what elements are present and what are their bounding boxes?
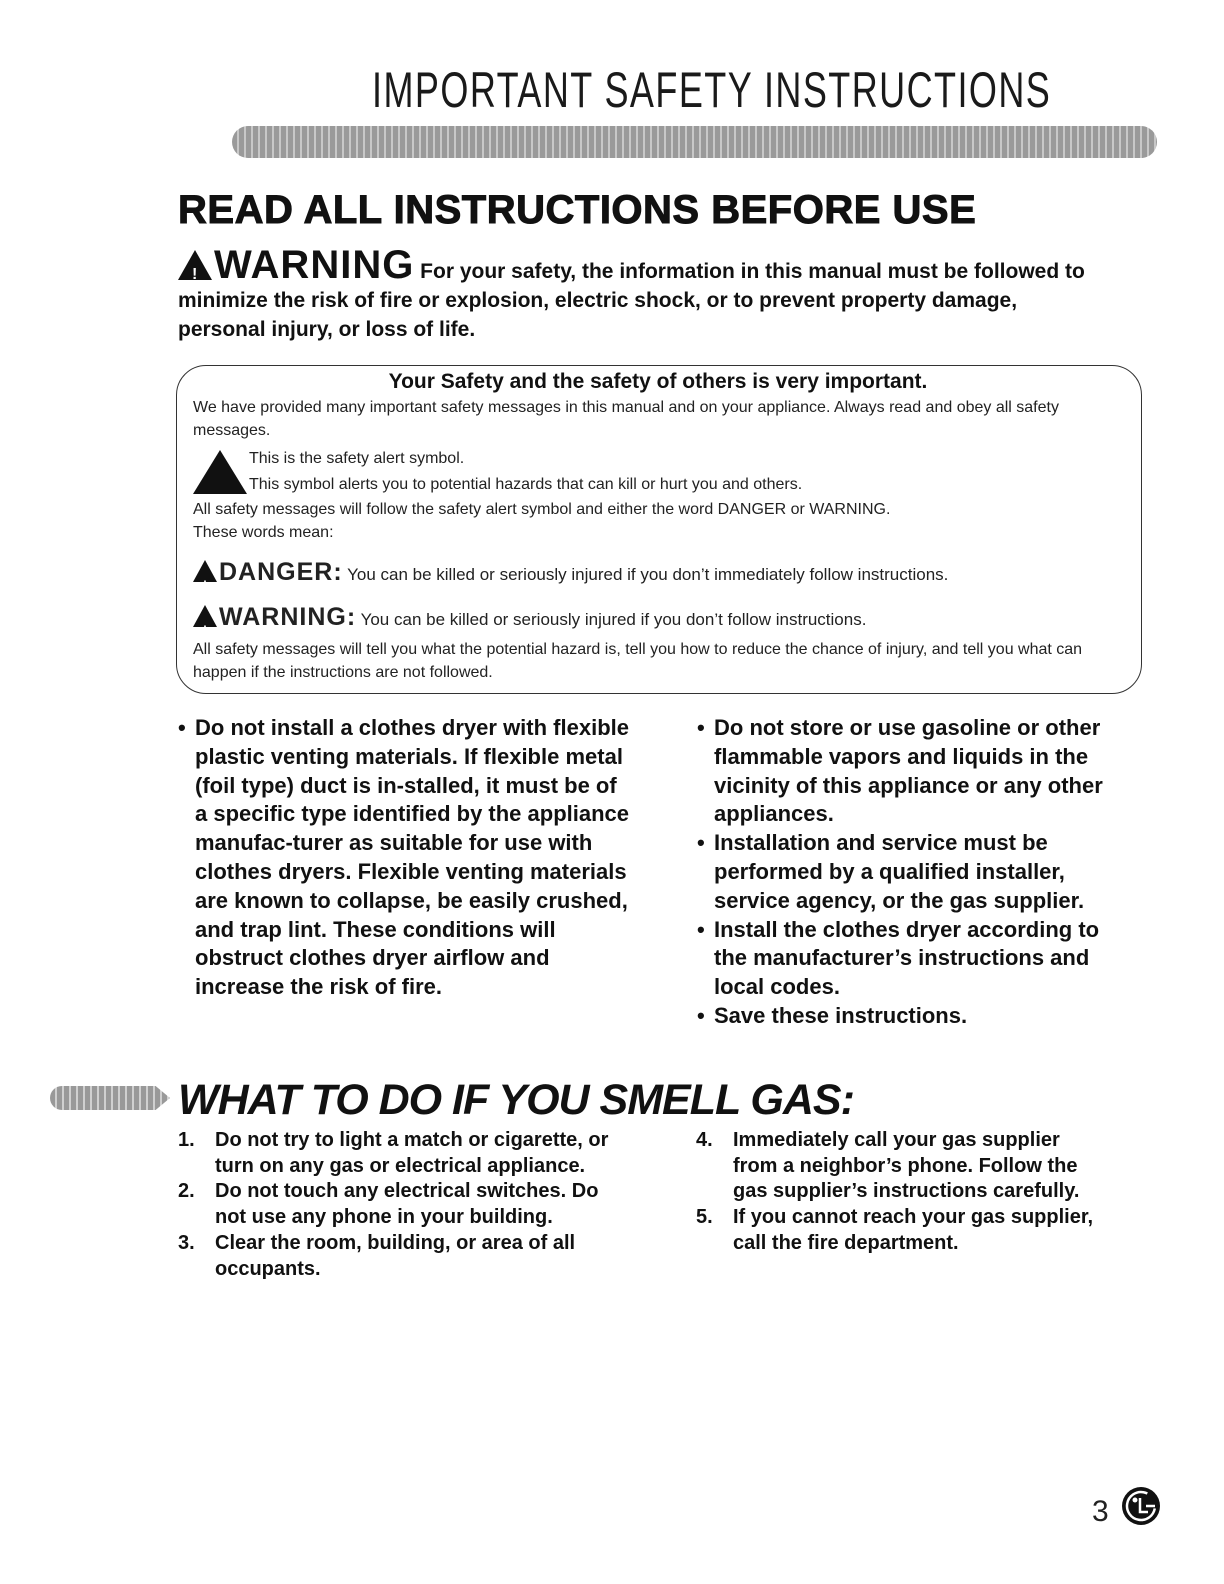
warning-intro — [178, 243, 1108, 344]
danger-definition — [193, 554, 1123, 593]
bullet-item: • Do not store or use gasoline or other flammable vapors and liquids in the vicinity of this appliance or any other appliances. — [697, 714, 1137, 829]
step-number: 5. — [696, 1206, 713, 1229]
lg-logo-mark — [1122, 1487, 1160, 1525]
bullet-item: • Do not install a clothes dryer with flexible plastic venting materials. If flexible metal (foil type) duct is in-stalled, it must be of a specific type identified by the appliance manufac-turer as suitable for use with clothes dryers. Flexible venting materials are known to collapse, be easily crushed, and trap lint. These conditions will obstruct clothes dryer airflow and increase the risk of fire. — [178, 714, 633, 1002]
gas-step — [696, 1205, 1106, 1256]
warning-word: WARNING: — [219, 603, 357, 631]
step-text: Immediately call your gas supplier from a neighbor’s phone. Follow the gas supplier’s instructions carefully. — [733, 1129, 1080, 1203]
page-title — [200, 60, 1224, 133]
gas-step — [178, 1179, 618, 1230]
gas-step — [696, 1128, 1106, 1205]
gas-section-heading: WHAT TO DO IF YOU SMELL GAS: — [178, 1076, 854, 1124]
warning-definition — [193, 599, 1123, 638]
bullet-item: • Save these instructions. — [697, 1002, 1137, 1031]
symbol-line: This is the safety alert symbol. — [249, 450, 465, 467]
lg-logo-icon — [1122, 1487, 1160, 1525]
warning-word: WARNING — [214, 243, 415, 287]
step-number: 3. — [178, 1231, 195, 1254]
read-all-heading: READ ALL INSTRUCTIONS BEFORE USE — [178, 188, 977, 232]
safety-box — [193, 368, 1123, 684]
step-number: 2. — [178, 1180, 195, 1203]
gas-steps — [178, 1128, 1138, 1282]
warning-text: You can be killed or seriously injured if you don’t follow instructions. — [356, 610, 867, 629]
gas-step — [178, 1231, 618, 1282]
page-number: 3 — [1092, 1495, 1109, 1528]
safety-symbol-row — [193, 446, 1123, 498]
bullet-item: • Install the clothes dryer according to the manufacturer’s instructions and local codes. — [697, 916, 1137, 1002]
section-arrow-icon — [50, 1086, 170, 1110]
title-decorative-bar — [232, 126, 1157, 158]
safety-box-heading: Your Safety and the safety of others is very important. — [388, 370, 928, 393]
step-text: Clear the room, building, or area of all occupants. — [215, 1231, 576, 1280]
gas-steps-left — [178, 1128, 618, 1282]
bullet-item: • Installation and service must be performed by a qualified installer, service agency, or the gas supplier. — [697, 829, 1137, 915]
danger-triangle-icon — [193, 560, 217, 582]
bullets-right — [697, 714, 1137, 1031]
bullets-left — [178, 714, 633, 1031]
symbol-line: This symbol alerts you to potential hazards that can kill or hurt you and others. — [249, 476, 803, 493]
safety-paragraph: All safety messages will tell you what the potential hazard is, tell you how to reduce the chance of injury, and tell you what can happen if the instructions are not followed. — [193, 641, 1083, 681]
warning-intro-text: For your safety, the information in this manual must be followed to minimize the risk of fire or explosion, electric shock, or to prevent property damage, personal injury, or loss of life. — [178, 260, 1085, 341]
gas-step — [178, 1128, 618, 1179]
safety-alert-symbol-icon — [193, 450, 247, 494]
danger-text: You can be killed or seriously injured if you don’t immediately follow instructions. — [342, 565, 949, 584]
gas-steps-right — [696, 1128, 1106, 1282]
step-text: Do not touch any electrical switches. Do not use any phone in your building. — [215, 1180, 599, 1229]
safety-paragraph: These words mean: — [193, 524, 334, 541]
safety-paragraph: We have provided many important safety messages in this manual and on your appliance. Always read and obey all safety messages. — [193, 399, 1059, 439]
step-text: Do not try to light a match or cigarette, or turn on any gas or electrical appliance. — [215, 1129, 609, 1177]
safety-paragraph: All safety messages will follow the safety alert symbol and either the word DANGER or WARNING. — [193, 501, 891, 518]
warning-triangle-icon — [178, 250, 212, 280]
page-title-text: IMPORTANT SAFETY INSTRUCTIONS — [372, 62, 1052, 118]
safety-bullets — [178, 714, 1138, 1031]
step-text: If you cannot reach your gas supplier, call the fire department. — [733, 1206, 1094, 1254]
warning-triangle-icon — [193, 605, 217, 627]
step-number: 4. — [696, 1129, 713, 1151]
danger-word: DANGER: — [219, 558, 343, 586]
step-number: 1. — [178, 1129, 195, 1151]
